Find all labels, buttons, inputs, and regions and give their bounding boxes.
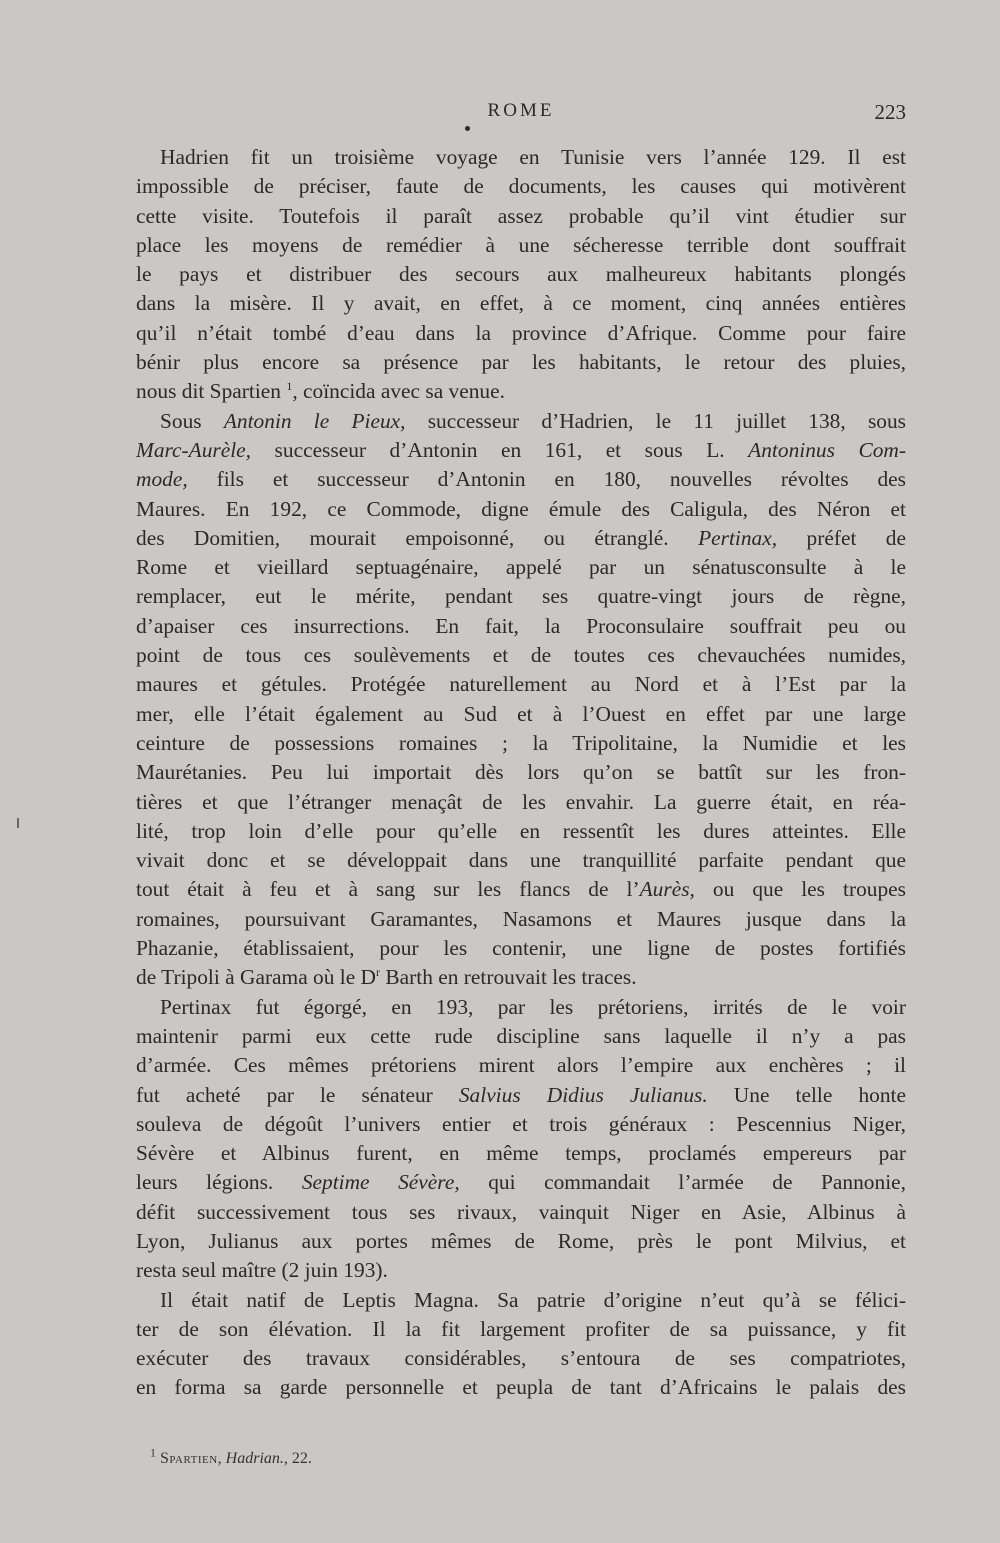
body-text [136,143,906,1403]
text-segment: fut acheté par le sénateur [136,1082,459,1107]
text-line [136,377,906,406]
text-line: point de tous ces soulèvements et de toutes ces chevauchées numides, [136,643,906,668]
text-line: cette visite. Toutefois il paraît assez probable qu’il vint étudier sur [136,203,906,228]
text-line: Pertinax fut égorgé, en 193, par les prétoriens, irrités de le voir [160,994,906,1019]
emperor-name: Antoninus Com- [748,437,906,462]
place-name: Aurès, [639,877,695,902]
text-line: maintenir parmi eux cette rude discipline sans laquelle il n’y a pas [136,1023,906,1048]
text-segment: des Domitien, mourait empoisonné, ou étranglé. [136,525,699,550]
text-line [136,407,906,436]
text-line: lité, trop loin d’elle pour qu’elle en ressentît les dures atteintes. Elle [136,818,906,843]
text-segment: leurs légions. [136,1170,302,1195]
paper-speck [17,818,19,828]
text-line: impossible de préciser, faute de documents, les causes qui motivèrent [136,174,906,199]
text-line: Il était natif de Leptis Magna. Sa patrie d’origine n’eut qu’à se félici- [160,1287,906,1312]
footnote-work: Hadrian. [225,1450,284,1467]
text-line: en forma sa garde personnelle et peupla de tant d’Africains le palais des [136,1375,906,1400]
text-line: qu’il n’était tombé d’eau dans la province d’Afrique. Comme pour faire [136,320,906,345]
footnote-separator: , [217,1450,226,1467]
text-line: défit successivement tous ses rivaux, vainquit Niger en Asie, Albinus à [136,1199,906,1224]
text-line: dans la misère. Il y avait, en effet, à ce moment, cinq années entières [136,291,906,316]
text-line: mer, elle l’était également au Sud et à l’Ouest en effet par une large [136,701,906,726]
text-segment: nous dit Spartien [136,379,281,404]
text-line: Lyon, Julianus aux portes mêmes de Rome, près le pont Milvius, et [136,1228,906,1253]
text-segment: successeur d’Antonin en 161, et sous L. [251,437,749,462]
text-line: souleva de dégoût l’univers entier et trois généraux : Pescennius Niger, [136,1111,906,1136]
emperor-name: Septime Sévère, [301,1170,460,1195]
text-line [136,1168,906,1197]
text-line: Phazanie, établissaient, pour les contenir, une ligne de postes fortifiés [136,936,906,961]
text-segment: fils et successeur d’Antonin en 180, nouvelles révoltes des [187,467,906,492]
emperor-name: Marc-Aurèle, [136,437,252,462]
text-line [136,875,906,904]
text-segment: préfet de [777,525,907,550]
emperor-name: Pertinax, [698,525,778,550]
emperor-name: Salvius Didius Julianus. [458,1082,708,1107]
footnote-reference: 1 [286,379,293,394]
text-segment: Barth en retrouvait les traces. [380,965,637,990]
header-ornament-dot [465,126,470,131]
text-segment: , coïncida avec sa venue. [292,379,505,404]
text-line [136,465,906,494]
emperor-name: mode, [136,467,188,492]
text-line: place les moyens de remédier à une sécheresse terrible dont souffrait [136,232,906,257]
running-title: ROME [487,100,555,121]
text-segment: ou que les troupes [694,877,906,902]
text-line: tières et que l’étranger menaçât de les envahir. La guerre était, en réa- [136,789,906,814]
page-number: 223 [874,100,906,124]
text-segment: tout était à feu et à sang sur les flancs de l’ [136,877,640,902]
footnote-ref: , 22. [283,1450,312,1467]
text-line [136,524,906,553]
text-line: Maurétanies. Peu lui importait dès lors qu’on se battît sur les fron- [136,760,906,785]
text-segment: Sous [160,408,224,433]
text-line: ceinture de possessions romaines ; la Tripolitaine, la Numidie et les [136,730,906,755]
footnote [150,1445,312,1468]
text-segment: Une telle honte [707,1082,906,1107]
text-line: Rome et vieillard septuagénaire, appelé par un sénatusconsulte à le [136,555,906,580]
footnote-author: Spartien [160,1450,218,1467]
text-segment: qui commandait l’armée de Pannonie, [459,1170,906,1195]
page-header [136,100,906,130]
text-line: romaines, poursuivant Garamantes, Nasamons et Maures jusque dans la [136,906,906,931]
text-line: maures et gétules. Protégée naturellement au Nord et à l’Est par la [136,672,906,697]
text-line: vivait donc et se développait dans une tranquillité parfaite pendant que [136,848,906,873]
text-line: remplacer, eut le mérite, pendant ses quatre-vingt jours de règne, [136,584,906,609]
text-line: d’armée. Ces mêmes prétoriens mirent alors l’empire aux enchères ; il [136,1053,906,1078]
text-line: Maures. En 192, ce Commode, digne émule des Caligula, des Néron et [136,496,906,521]
text-segment: successeur d’Hadrien, le 11 juillet 138, sous [405,408,906,433]
text-line [136,436,906,465]
text-line: Sévère et Albinus furent, en même temps, proclamés empereurs par [136,1141,906,1166]
text-segment: de Tripoli à Garama où le D [136,965,377,990]
text-line: resta seul maître (2 juin 193). [136,1258,388,1283]
text-line: le pays et distribuer des secours aux malheureux habitants plongés [136,262,906,287]
superscript: r [376,965,381,980]
text-line: bénir plus encore sa présence par les habitants, le retour des pluies, [136,350,906,375]
text-line [136,1081,906,1110]
text-line: exécuter des travaux considérables, s’entoura de ses compatriotes, [136,1346,906,1371]
text-line: ter de son élévation. Il la fit largement profiter de sa puissance, y fit [136,1316,906,1341]
emperor-name: Antonin le Pieux, [223,408,406,433]
text-line: Hadrien fit un troisième voyage en Tunisie vers l’année 129. Il est [160,145,906,169]
footnote-marker: 1 [150,1445,156,1460]
text-line: d’apaiser ces insurrections. En fait, la Proconsulaire souffrait peu ou [136,613,906,638]
text-line [136,963,906,992]
